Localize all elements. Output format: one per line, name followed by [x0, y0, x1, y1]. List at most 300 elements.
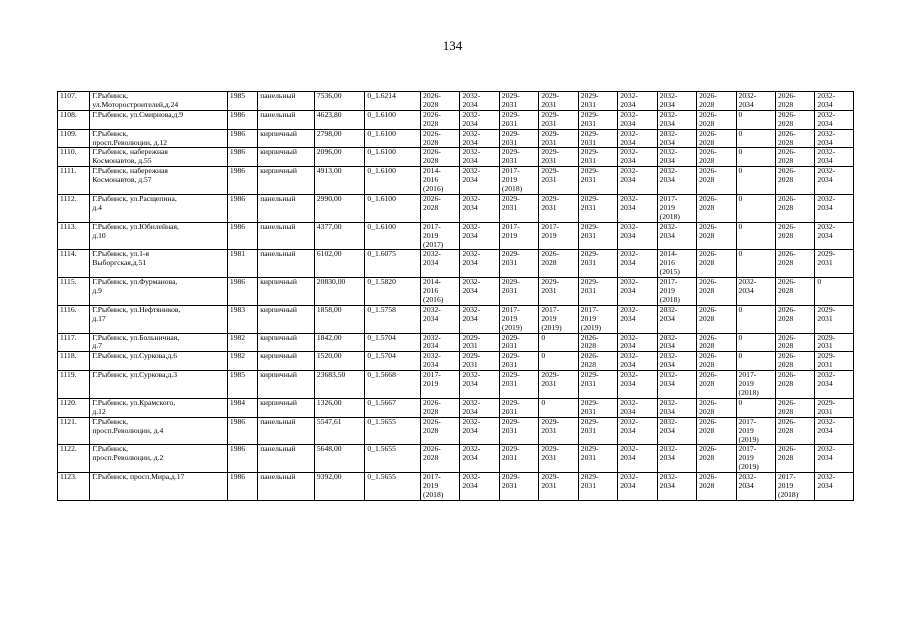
period-cell: 2029- 2031	[578, 167, 617, 195]
period-cell: 2029- 2031	[499, 129, 538, 148]
period-cell: 2026- 2028	[697, 148, 736, 167]
period-cell: 2032- 2034	[618, 371, 657, 399]
wall-material-cell: кирпичный	[258, 167, 315, 195]
period-cell: 2032- 2034	[460, 110, 499, 129]
period-cell: 2026- 2028	[775, 222, 814, 250]
period-cell: 2032- 2034	[618, 333, 657, 352]
period-cell: 0	[539, 333, 578, 352]
address-cell: Г.Рыбинск, набережная Космонавтов, д.57	[90, 167, 228, 195]
period-cell: 2032- 2034	[618, 445, 657, 473]
year-built-cell: 1986	[227, 222, 257, 250]
address-cell: Г.Рыбинск, ул.Юбилейная, д.10	[90, 222, 228, 250]
address-cell: Г.Рыбинск, ул.Моторостроителей,д.24	[90, 92, 228, 111]
index-code-cell: 0_1.5820	[365, 278, 421, 306]
wall-material-cell: кирпичный	[258, 352, 315, 371]
wall-material-cell: панельный	[258, 222, 315, 250]
row-number-cell: 1120.	[58, 398, 90, 417]
period-cell: 2029- 2031	[815, 305, 854, 333]
index-code-cell: 0_1.6100	[365, 222, 421, 250]
period-cell: 2026- 2028	[697, 194, 736, 222]
period-cell: 2032- 2034	[815, 129, 854, 148]
period-cell: 2026- 2028	[775, 110, 814, 129]
period-cell: 2032- 2034	[815, 92, 854, 111]
year-built-cell: 1986	[227, 194, 257, 222]
year-built-cell: 1983	[227, 305, 257, 333]
index-code-cell: 0_1.5668	[365, 371, 421, 399]
period-cell: 2032- 2034	[421, 333, 460, 352]
period-cell: 2029- 2031	[815, 250, 854, 278]
period-cell: 2026- 2028	[421, 445, 460, 473]
period-cell: 2032- 2034	[657, 92, 696, 111]
wall-material-cell: кирпичный	[258, 371, 315, 399]
period-cell: 2032- 2034	[815, 222, 854, 250]
wall-material-cell: кирпичный	[258, 305, 315, 333]
period-cell: 2026- 2028	[775, 398, 814, 417]
period-cell: 2032- 2034	[618, 398, 657, 417]
row-number-cell: 1122.	[58, 445, 90, 473]
period-cell: 2029- 2031	[499, 110, 538, 129]
period-cell: 2029- 2031	[539, 129, 578, 148]
year-built-cell: 1985	[227, 371, 257, 399]
year-built-cell: 1986	[227, 473, 257, 501]
period-cell: 2026- 2028	[697, 167, 736, 195]
area-cell: 1858,00	[314, 305, 365, 333]
period-cell: 2026- 2028	[775, 371, 814, 399]
area-cell: 4913,00	[314, 167, 365, 195]
period-cell: 2032- 2034	[618, 129, 657, 148]
address-cell: Г.Рыбинск, ул.Нефтяников, д.17	[90, 305, 228, 333]
table-row	[58, 352, 854, 371]
period-cell: 2026- 2028	[697, 473, 736, 501]
period-cell: 2032- 2034	[460, 398, 499, 417]
period-cell: 2032- 2034	[815, 148, 854, 167]
area-cell: 20830,00	[314, 278, 365, 306]
period-cell: 2032- 2034	[657, 129, 696, 148]
wall-material-cell: панельный	[258, 473, 315, 501]
period-cell: 2017- 2019 (2019)	[578, 305, 617, 333]
index-code-cell: 0_1.5758	[365, 305, 421, 333]
row-number-cell: 1111.	[58, 167, 90, 195]
year-built-cell: 1982	[227, 352, 257, 371]
wall-material-cell: панельный	[258, 417, 315, 445]
period-cell: 0	[736, 110, 775, 129]
period-cell: 2032- 2034	[618, 278, 657, 306]
address-cell: Г.Рыбинск, ул.Крамского, д.12	[90, 398, 228, 417]
period-cell: 2032- 2034	[736, 278, 775, 306]
year-built-cell: 1986	[227, 129, 257, 148]
period-cell: 2017- 2019 (2018)	[775, 473, 814, 501]
period-cell: 2032- 2034	[618, 194, 657, 222]
period-cell: 2014- 2016 (2016)	[421, 167, 460, 195]
table-row	[58, 129, 854, 148]
table-row	[58, 371, 854, 399]
period-cell: 2032- 2034	[657, 398, 696, 417]
area-cell: 7536,00	[314, 92, 365, 111]
period-cell: 2026- 2028	[697, 305, 736, 333]
period-cell: 0	[736, 129, 775, 148]
table-row	[58, 250, 854, 278]
table-row	[58, 148, 854, 167]
address-cell: Г.Рыбинск, просп.Революции, д.2	[90, 445, 228, 473]
period-cell: 2029- 2031	[815, 333, 854, 352]
period-cell: 2026- 2028	[697, 222, 736, 250]
row-number-cell: 1118.	[58, 352, 90, 371]
period-cell: 2017- 2019	[499, 222, 538, 250]
period-cell: 2032- 2034	[736, 92, 775, 111]
table-row	[58, 110, 854, 129]
period-cell: 2026- 2028	[578, 333, 617, 352]
period-cell: 2026- 2028	[421, 92, 460, 111]
period-cell: 2026- 2028	[421, 194, 460, 222]
period-cell: 2017- 2019 (2019)	[736, 417, 775, 445]
period-cell: 2026- 2028	[775, 445, 814, 473]
period-cell: 2032- 2034	[657, 445, 696, 473]
address-cell: Г.Рыбинск, ул.Больничная, д.7	[90, 333, 228, 352]
period-cell: 2026- 2028	[697, 333, 736, 352]
period-cell: 2017- 2019	[539, 222, 578, 250]
period-cell: 2032- 2034	[460, 194, 499, 222]
period-cell: 2032- 2034	[657, 352, 696, 371]
period-cell: 2029- 2031	[578, 371, 617, 399]
table-row	[58, 445, 854, 473]
period-cell: 2029- 2031	[499, 445, 538, 473]
period-cell: 2029- 2031	[499, 250, 538, 278]
address-cell: Г.Рыбинск, ул.Фурманова, д.9	[90, 278, 228, 306]
address-cell: Г.Рыбинск, просп.Мира,д.17	[90, 473, 228, 501]
period-cell: 2026- 2028	[697, 92, 736, 111]
period-cell: 2026- 2028	[697, 398, 736, 417]
wall-material-cell: панельный	[258, 250, 315, 278]
period-cell: 0	[736, 352, 775, 371]
row-number-cell: 1109.	[58, 129, 90, 148]
row-number-cell: 1121.	[58, 417, 90, 445]
area-cell: 2990,00	[314, 194, 365, 222]
period-cell: 2026- 2028	[775, 417, 814, 445]
period-cell: 2029- 2031	[539, 167, 578, 195]
wall-material-cell: кирпичный	[258, 278, 315, 306]
period-cell: 2029- 2031	[539, 92, 578, 111]
table-row	[58, 398, 854, 417]
address-cell: Г.Рыбинск, просп.Революции, д.4	[90, 417, 228, 445]
index-code-cell: 0_1.6075	[365, 250, 421, 278]
period-cell: 2032- 2034	[460, 278, 499, 306]
period-cell: 2026- 2028	[539, 250, 578, 278]
index-code-cell: 0_1.5655	[365, 445, 421, 473]
area-cell: 2798,00	[314, 129, 365, 148]
address-cell: Г.Рыбинск, ул.Суркова,д.6	[90, 352, 228, 371]
row-number-cell: 1123.	[58, 473, 90, 501]
wall-material-cell: панельный	[258, 110, 315, 129]
period-cell: 2029- 2031	[499, 148, 538, 167]
period-cell: 2017- 2019 (2018)	[657, 194, 696, 222]
period-cell: 2026- 2028	[697, 110, 736, 129]
period-cell: 2032- 2034	[657, 333, 696, 352]
period-cell: 2032- 2034	[460, 445, 499, 473]
area-cell: 1520,00	[314, 352, 365, 371]
period-cell: 2029- 2031	[578, 417, 617, 445]
period-cell: 2029- 2031	[578, 110, 617, 129]
period-cell: 2032- 2034	[815, 194, 854, 222]
period-cell: 2029- 2031	[499, 194, 538, 222]
period-cell: 2032- 2034	[815, 371, 854, 399]
period-cell: 0	[539, 398, 578, 417]
period-cell: 2026- 2028	[697, 445, 736, 473]
period-cell: 2026- 2028	[578, 352, 617, 371]
period-cell: 2032- 2034	[618, 473, 657, 501]
period-cell: 2032- 2034	[460, 92, 499, 111]
area-cell: 5547,61	[314, 417, 365, 445]
period-cell: 2029- 2031	[499, 278, 538, 306]
index-code-cell: 0_1.5704	[365, 333, 421, 352]
wall-material-cell: кирпичный	[258, 129, 315, 148]
period-cell: 2014- 2016 (2016)	[421, 278, 460, 306]
period-cell: 2029- 2031	[539, 278, 578, 306]
period-cell: 0	[736, 222, 775, 250]
table-row	[58, 333, 854, 352]
period-cell: 2029- 2031	[578, 445, 617, 473]
address-cell: Г.Рыбинск, ул.Смирнова,д.9	[90, 110, 228, 129]
period-cell: 2032- 2034	[657, 305, 696, 333]
index-code-cell: 0_1.6100	[365, 194, 421, 222]
period-cell: 2017- 2019 (2018)	[499, 167, 538, 195]
address-cell: Г.Рыбинск, просп.Революции, д.12	[90, 129, 228, 148]
period-cell: 2032- 2034	[618, 167, 657, 195]
index-code-cell: 0_1.6100	[365, 129, 421, 148]
period-cell: 2029- 2031	[499, 352, 538, 371]
period-cell: 2032- 2034	[460, 305, 499, 333]
period-cell: 2032- 2034	[618, 110, 657, 129]
period-cell: 2029- 2031	[539, 473, 578, 501]
row-number-cell: 1112.	[58, 194, 90, 222]
period-cell: 2026- 2028	[697, 352, 736, 371]
period-cell: 2032- 2034	[421, 352, 460, 371]
period-cell: 2032- 2034	[657, 371, 696, 399]
period-cell: 2032- 2034	[421, 305, 460, 333]
period-cell: 2029- 2031	[499, 92, 538, 111]
period-cell: 2026- 2028	[421, 110, 460, 129]
year-built-cell: 1986	[227, 278, 257, 306]
row-number-cell: 1116.	[58, 305, 90, 333]
period-cell: 2032- 2034	[815, 110, 854, 129]
index-code-cell: 0_1.5655	[365, 473, 421, 501]
period-cell: 2032- 2034	[460, 371, 499, 399]
period-cell: 2029- 2031	[578, 278, 617, 306]
period-cell: 2032- 2034	[460, 250, 499, 278]
period-cell: 2032- 2034	[657, 148, 696, 167]
period-cell: 2026- 2028	[775, 333, 814, 352]
period-cell: 2029- 2031	[539, 194, 578, 222]
period-cell: 2032- 2034	[618, 148, 657, 167]
year-built-cell: 1986	[227, 110, 257, 129]
table-row	[58, 222, 854, 250]
year-built-cell: 1981	[227, 250, 257, 278]
period-cell: 2017- 2019	[421, 371, 460, 399]
table-row	[58, 92, 854, 111]
table-row	[58, 473, 854, 501]
period-cell: 2017- 2019 (2019)	[539, 305, 578, 333]
period-cell: 2026- 2028	[775, 250, 814, 278]
wall-material-cell: кирпичный	[258, 148, 315, 167]
row-number-cell: 1117.	[58, 333, 90, 352]
period-cell: 2029- 2031	[578, 148, 617, 167]
period-cell: 2032- 2034	[618, 417, 657, 445]
period-cell: 2029- 2031	[578, 473, 617, 501]
period-cell: 0	[539, 352, 578, 371]
period-cell: 2029- 2031	[578, 92, 617, 111]
wall-material-cell: кирпичный	[258, 333, 315, 352]
repair-schedule-table	[57, 91, 854, 501]
period-cell: 2032- 2034	[657, 417, 696, 445]
period-cell: 2017- 2019 (2019)	[499, 305, 538, 333]
period-cell: 2032- 2034	[657, 222, 696, 250]
period-cell: 0	[736, 194, 775, 222]
period-cell: 2029- 2031	[499, 473, 538, 501]
period-cell: 2029- 2031	[578, 194, 617, 222]
index-code-cell: 0_1.6100	[365, 110, 421, 129]
period-cell: 2029- 2031	[539, 110, 578, 129]
index-code-cell: 0_1.5704	[365, 352, 421, 371]
year-built-cell: 1986	[227, 445, 257, 473]
period-cell: 2032- 2034	[815, 445, 854, 473]
row-number-cell: 1119.	[58, 371, 90, 399]
period-cell: 2026- 2028	[775, 148, 814, 167]
area-cell: 1326,00	[314, 398, 365, 417]
period-cell: 2014- 2016 (2015)	[657, 250, 696, 278]
address-cell: Г.Рыбинск, ул.1-я Выборгская,д.51	[90, 250, 228, 278]
row-number-cell: 1107.	[58, 92, 90, 111]
period-cell: 2032- 2034	[618, 250, 657, 278]
address-cell: Г.Рыбинск, набережная Космонавтов, д.55	[90, 148, 228, 167]
period-cell: 2029- 2031	[539, 445, 578, 473]
period-cell: 2029- 2031	[499, 398, 538, 417]
period-cell: 2032- 2034	[421, 250, 460, 278]
period-cell: 0	[736, 333, 775, 352]
row-number-cell: 1115.	[58, 278, 90, 306]
period-cell: 2026- 2028	[697, 129, 736, 148]
period-cell: 2026- 2028	[775, 167, 814, 195]
period-cell: 2017- 2019 (2019)	[736, 445, 775, 473]
period-cell: 2017- 2019 (2018)	[657, 278, 696, 306]
area-cell: 6102,00	[314, 250, 365, 278]
year-built-cell: 1986	[227, 148, 257, 167]
period-cell: 2026- 2028	[775, 194, 814, 222]
period-cell: 2029- 2031	[539, 371, 578, 399]
period-cell: 2029- 2031	[539, 417, 578, 445]
address-cell: Г.Рыбинск, ул.Расщепина, д.4	[90, 194, 228, 222]
period-cell: 2029- 2031	[578, 222, 617, 250]
period-cell: 2029- 2031	[578, 250, 617, 278]
period-cell: 2026- 2028	[775, 278, 814, 306]
period-cell: 2026- 2028	[421, 398, 460, 417]
year-built-cell: 1986	[227, 167, 257, 195]
period-cell: 2032- 2034	[460, 129, 499, 148]
period-cell: 2029- 2031	[460, 352, 499, 371]
period-cell: 2032- 2034	[657, 167, 696, 195]
period-cell: 2029- 2031	[815, 398, 854, 417]
table-row	[58, 417, 854, 445]
period-cell: 2026- 2028	[775, 92, 814, 111]
period-cell: 2032- 2034	[460, 222, 499, 250]
period-cell: 2026- 2028	[775, 305, 814, 333]
period-cell: 2032- 2034	[815, 417, 854, 445]
table-row	[58, 305, 854, 333]
period-cell: 2026- 2028	[775, 352, 814, 371]
area-cell: 4377,00	[314, 222, 365, 250]
period-cell: 2029- 2031	[499, 417, 538, 445]
period-cell: 2017- 2019 (2018)	[736, 371, 775, 399]
area-cell: 5648,00	[314, 445, 365, 473]
period-cell: 2026- 2028	[775, 129, 814, 148]
period-cell: 2032- 2034	[736, 473, 775, 501]
period-cell: 2029- 2031	[578, 129, 617, 148]
period-cell: 2029- 2031	[815, 352, 854, 371]
period-cell: 2032- 2034	[618, 305, 657, 333]
row-number-cell: 1110.	[58, 148, 90, 167]
period-cell: 2032- 2034	[618, 352, 657, 371]
row-number-cell: 1113.	[58, 222, 90, 250]
period-cell: 2029- 2031	[578, 398, 617, 417]
period-cell: 2032- 2034	[460, 417, 499, 445]
period-cell: 2032- 2034	[618, 222, 657, 250]
row-number-cell: 1114.	[58, 250, 90, 278]
area-cell: 2096,00	[314, 148, 365, 167]
row-number-cell: 1108.	[58, 110, 90, 129]
period-cell: 2032- 2034	[460, 148, 499, 167]
area-cell: 23683,50	[314, 371, 365, 399]
table-row	[58, 278, 854, 306]
period-cell: 2026- 2028	[421, 129, 460, 148]
year-built-cell: 1986	[227, 417, 257, 445]
period-cell: 2026- 2028	[421, 417, 460, 445]
table-row	[58, 194, 854, 222]
wall-material-cell: кирпичный	[258, 398, 315, 417]
period-cell: 2017- 2019 (2018)	[421, 473, 460, 501]
period-cell: 0	[736, 305, 775, 333]
period-cell: 2032- 2034	[657, 473, 696, 501]
period-cell: 0	[736, 250, 775, 278]
period-cell: 2026- 2028	[421, 148, 460, 167]
year-built-cell: 1982	[227, 333, 257, 352]
year-built-cell: 1984	[227, 398, 257, 417]
index-code-cell: 0_1.5655	[365, 417, 421, 445]
period-cell: 2029- 2031	[499, 333, 538, 352]
index-code-cell: 0_1.5667	[365, 398, 421, 417]
wall-material-cell: панельный	[258, 445, 315, 473]
wall-material-cell: панельный	[258, 194, 315, 222]
period-cell: 2026- 2028	[697, 278, 736, 306]
period-cell: 2032- 2034	[815, 473, 854, 501]
wall-material-cell: панельный	[258, 92, 315, 111]
period-cell: 2026- 2028	[697, 250, 736, 278]
period-cell: 2032- 2034	[618, 92, 657, 111]
period-cell: 2032- 2034	[657, 110, 696, 129]
period-cell: 2032- 2034	[460, 473, 499, 501]
period-cell: 2029- 2031	[460, 333, 499, 352]
area-cell: 1842,00	[314, 333, 365, 352]
area-cell: 9392,00	[314, 473, 365, 501]
period-cell: 0	[736, 148, 775, 167]
period-cell: 2032- 2034	[460, 167, 499, 195]
year-built-cell: 1985	[227, 92, 257, 111]
address-cell: Г.Рыбинск, ул.Суркова,д.3	[90, 371, 228, 399]
index-code-cell: 0_1.6214	[365, 92, 421, 111]
period-cell: 0	[815, 278, 854, 306]
period-cell: 2017- 2019 (2017)	[421, 222, 460, 250]
period-cell: 2032- 2034	[815, 167, 854, 195]
period-cell: 2029- 2031	[499, 371, 538, 399]
index-code-cell: 0_1.6100	[365, 167, 421, 195]
table-row	[58, 167, 854, 195]
